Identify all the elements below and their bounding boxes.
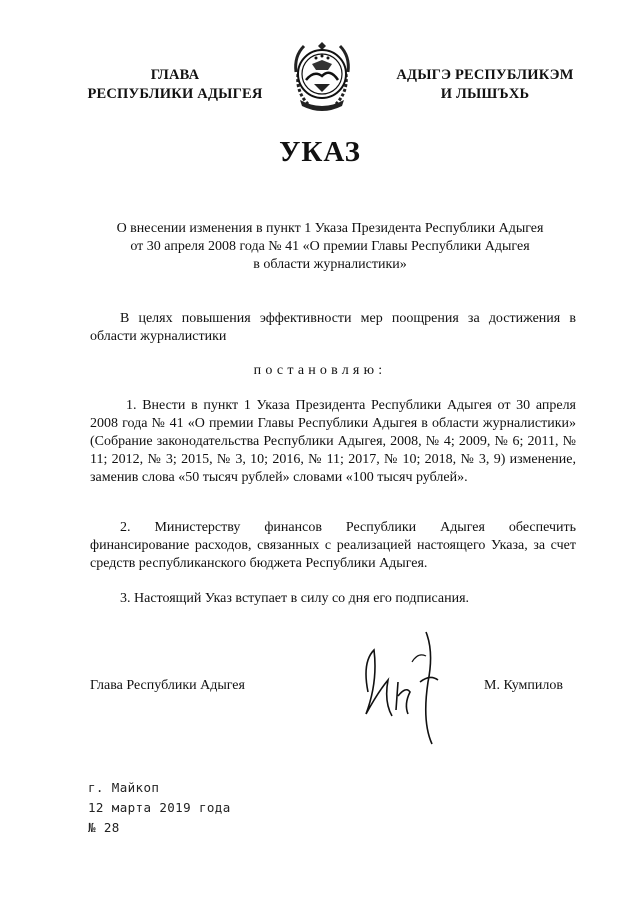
date-of-signing: 12 марта 2019 года xyxy=(88,800,231,815)
subject-line-2: от 30 апреля 2008 года № 41 «О премии Главы Республики Адыгея xyxy=(130,239,530,254)
header-left-line-2: РЕСПУБЛИКИ АДЫГЕЯ xyxy=(87,86,263,102)
signatory-name: М. Кумпилов xyxy=(484,678,563,693)
signatory-role: Глава Республики Адыгея xyxy=(90,678,245,693)
document-subject xyxy=(90,220,570,274)
header-right-line-2: И ЛЫШЪХЬ xyxy=(440,86,530,102)
item-1-paragraph: 1. Внести в пункт 1 Указа Президента Республики Адыгея от 30 апреля 2008 года № 41 «О премии Главы Республики Адыгея в области журналистики» (Собрание законодательства Республики Адыгея, 2008, № 4; 2009, № 6; 2011, № 11; 2012, № 3; 2015, № 3, 10; 2016, № 11; 2017, № 10; 2018, № 3, 9) изменение, заменив слова «50 тысяч рублей» словами «100 тысяч рублей». xyxy=(90,398,576,485)
subject-line-3: в области журналистики» xyxy=(253,257,407,272)
place-of-signing: г. Майкоп xyxy=(88,780,160,795)
intro-paragraph: В целях повышения эффективности мер поощрения за достижения в области журналистики xyxy=(90,311,576,344)
decree-word: постановляю: xyxy=(253,363,387,378)
decree-number: № 28 xyxy=(88,820,120,835)
item-2-paragraph: 2. Министерству финансов Республики Адыгея обеспечить финансирование расходов, связанных с реализацией настоящего Указа, за счет средств республиканского бюджета Республики Адыгея. xyxy=(90,520,576,571)
item-3-paragraph: 3. Настоящий Указ вступает в силу со дня его подписания. xyxy=(120,591,470,606)
document-title: УКАЗ xyxy=(279,136,361,168)
header-left-line-1: ГЛАВА xyxy=(150,67,200,83)
header-right-line-1: АДЫГЭ РЕСПУБЛИКЭМ xyxy=(396,67,574,83)
header-right xyxy=(380,66,590,104)
coat-of-arms-emblem xyxy=(286,34,358,114)
header-left xyxy=(70,66,280,104)
handwritten-signature xyxy=(348,622,448,752)
subject-line-1: О внесении изменения в пункт 1 Указа Президента Республики Адыгея xyxy=(116,221,544,236)
